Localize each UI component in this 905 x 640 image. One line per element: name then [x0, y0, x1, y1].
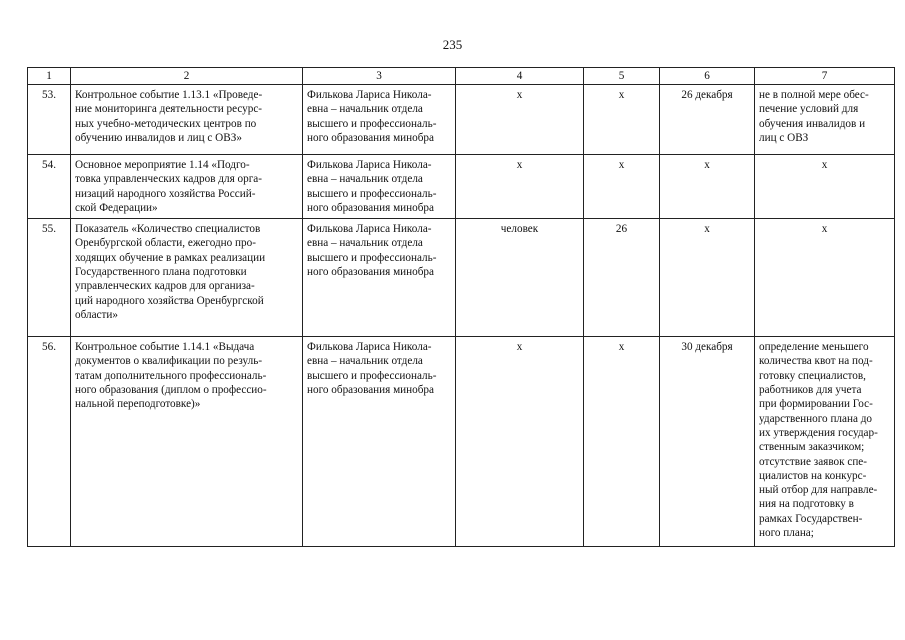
responsible-cell-line: высшего и профессиональ- — [307, 251, 437, 264]
event-cell-line: обучению инвалидов и лиц с ОВЗ» — [75, 131, 242, 144]
responsible-cell-line: евна – начальник отдела — [307, 103, 423, 116]
header-row — [28, 68, 895, 85]
risk-cell-line: их утверждения государ- — [759, 426, 878, 439]
responsible-cell-line: Филькова Лариса Никола- — [307, 89, 432, 101]
column-header: 2 — [71, 68, 303, 85]
unit-cell: человек — [456, 219, 584, 337]
deadline-cell: x — [660, 219, 755, 337]
risk-cell-line: не в полной мере обес- — [759, 89, 869, 101]
event-cell-line: татам дополнительного профессиональ- — [75, 369, 267, 382]
risk-cell-line: определение меньшего — [759, 341, 869, 354]
event-cell-line: Государственного плана подготовки — [75, 266, 247, 279]
responsible-cell — [303, 155, 456, 219]
responsible-cell-line: высшего и профессиональ- — [307, 187, 437, 200]
responsible-cell — [303, 219, 456, 337]
responsible-cell — [303, 85, 456, 155]
responsible-cell-line: ного образования минобра — [307, 384, 434, 397]
risk-cell-line: обучения инвалидов и — [759, 117, 866, 130]
row-number: 56. — [28, 337, 71, 547]
event-cell-line: ние мониторинга деятельности ресурс- — [75, 103, 263, 116]
column-header: 5 — [584, 68, 660, 85]
event-cell-line: Контрольное событие 1.13.1 «Проведе- — [75, 89, 263, 101]
event-cell-line: ской Федерации» — [75, 201, 158, 214]
row-number: 55. — [28, 219, 71, 337]
column-header: 7 — [755, 68, 895, 85]
risk-cell-line: циалистов на конкурс- — [759, 469, 867, 482]
risk-cell-line: лиц с ОВЗ — [759, 131, 809, 144]
event-cell-line: документов о квалификации по резуль- — [75, 355, 263, 368]
risk-cell — [755, 155, 895, 219]
responsible-cell-line: ного образования минобра — [307, 266, 434, 279]
value-cell: x — [584, 155, 660, 219]
value-cell: x — [584, 337, 660, 547]
risk-cell — [755, 219, 895, 337]
responsible-cell-line: ного образования минобра — [307, 201, 434, 214]
risk-cell-line: ного плана; — [759, 527, 814, 540]
event-cell — [71, 85, 303, 155]
responsible-cell-line: высшего и профессиональ- — [307, 117, 437, 130]
row-number: 54. — [28, 155, 71, 219]
risk-cell-line: работников для учета — [759, 384, 862, 397]
risk-cell-line: ния на подготовку в — [759, 498, 854, 511]
event-cell-line: Оренбургской области, ежегодно про- — [75, 237, 256, 250]
event-cell-line: низаций народного хозяйства Россий- — [75, 187, 256, 200]
risk-cell-line: ный отбор для направле- — [759, 484, 878, 497]
risk-cell — [755, 85, 895, 155]
deadline-cell: 30 декабря — [660, 337, 755, 547]
event-cell-line: нальной переподготовке)» — [75, 398, 201, 411]
risk-cell-line: при формировании Гос- — [759, 398, 873, 411]
event-cell-line: товка управленческих кадров для орга- — [75, 173, 262, 186]
event-cell-line: Показатель «Количество специалистов — [75, 223, 261, 236]
responsible-cell-line: ного образования минобра — [307, 131, 434, 144]
table-row — [28, 155, 895, 219]
risk-cell-line: рамках Государствен- — [759, 512, 863, 525]
deadline-cell: 26 декабря — [660, 85, 755, 155]
unit-cell: x — [456, 337, 584, 547]
risk-cell — [755, 337, 895, 547]
event-cell-line: Основное мероприятие 1.14 «Подго- — [75, 159, 250, 171]
column-header: 1 — [28, 68, 71, 85]
responsible-cell-line: Филькова Лариса Никола- — [307, 341, 432, 354]
event-cell — [71, 337, 303, 547]
document-table — [27, 67, 895, 547]
risk-cell-line: печение условий для — [759, 103, 859, 116]
table-row — [28, 85, 895, 155]
responsible-cell-line: высшего и профессиональ- — [307, 369, 437, 382]
event-cell-line: ций народного хозяйства Оренбургской — [75, 294, 264, 307]
event-cell-line: ходящих обучение в рамках реализации — [75, 251, 266, 264]
risk-cell-line: ударственного плана до — [759, 412, 873, 425]
table-row — [28, 219, 895, 337]
responsible-cell-line: евна – начальник отдела — [307, 355, 423, 368]
unit-cell: x — [456, 85, 584, 155]
column-header: 6 — [660, 68, 755, 85]
page-number: 235 — [442, 37, 463, 52]
responsible-cell-line: Филькова Лариса Никола- — [307, 159, 432, 171]
row-number: 53. — [28, 85, 71, 155]
event-cell-line: ного образования (диплом о профессио- — [75, 384, 267, 397]
deadline-cell: x — [660, 155, 755, 219]
risk-cell-line: ственным заказчиком; — [759, 441, 865, 454]
column-header: 4 — [456, 68, 584, 85]
risk-cell-line: отсутствие заявок спе- — [759, 455, 868, 468]
risk-cell-line: готовку специалистов, — [759, 369, 866, 382]
event-cell — [71, 155, 303, 219]
event-cell-line: ных учебно-методических центров по — [75, 117, 257, 130]
event-cell-line: управленческих кадров для организа- — [75, 280, 255, 293]
table-row — [28, 337, 895, 547]
responsible-cell — [303, 337, 456, 547]
unit-cell: x — [456, 155, 584, 219]
value-cell: x — [584, 85, 660, 155]
responsible-cell-line: евна – начальник отдела — [307, 173, 423, 186]
risk-cell-line: количества квот на под- — [759, 355, 873, 368]
value-cell: 26 — [584, 219, 660, 337]
column-header: 3 — [303, 68, 456, 85]
event-cell-line: Контрольное событие 1.14.1 «Выдача — [75, 341, 255, 354]
risk-cell-line: x — [821, 159, 828, 171]
risk-cell-line: x — [821, 223, 828, 236]
responsible-cell-line: Филькова Лариса Никола- — [307, 223, 432, 236]
event-cell-line: области» — [75, 308, 118, 321]
event-cell — [71, 219, 303, 337]
responsible-cell-line: евна – начальник отдела — [307, 237, 423, 250]
